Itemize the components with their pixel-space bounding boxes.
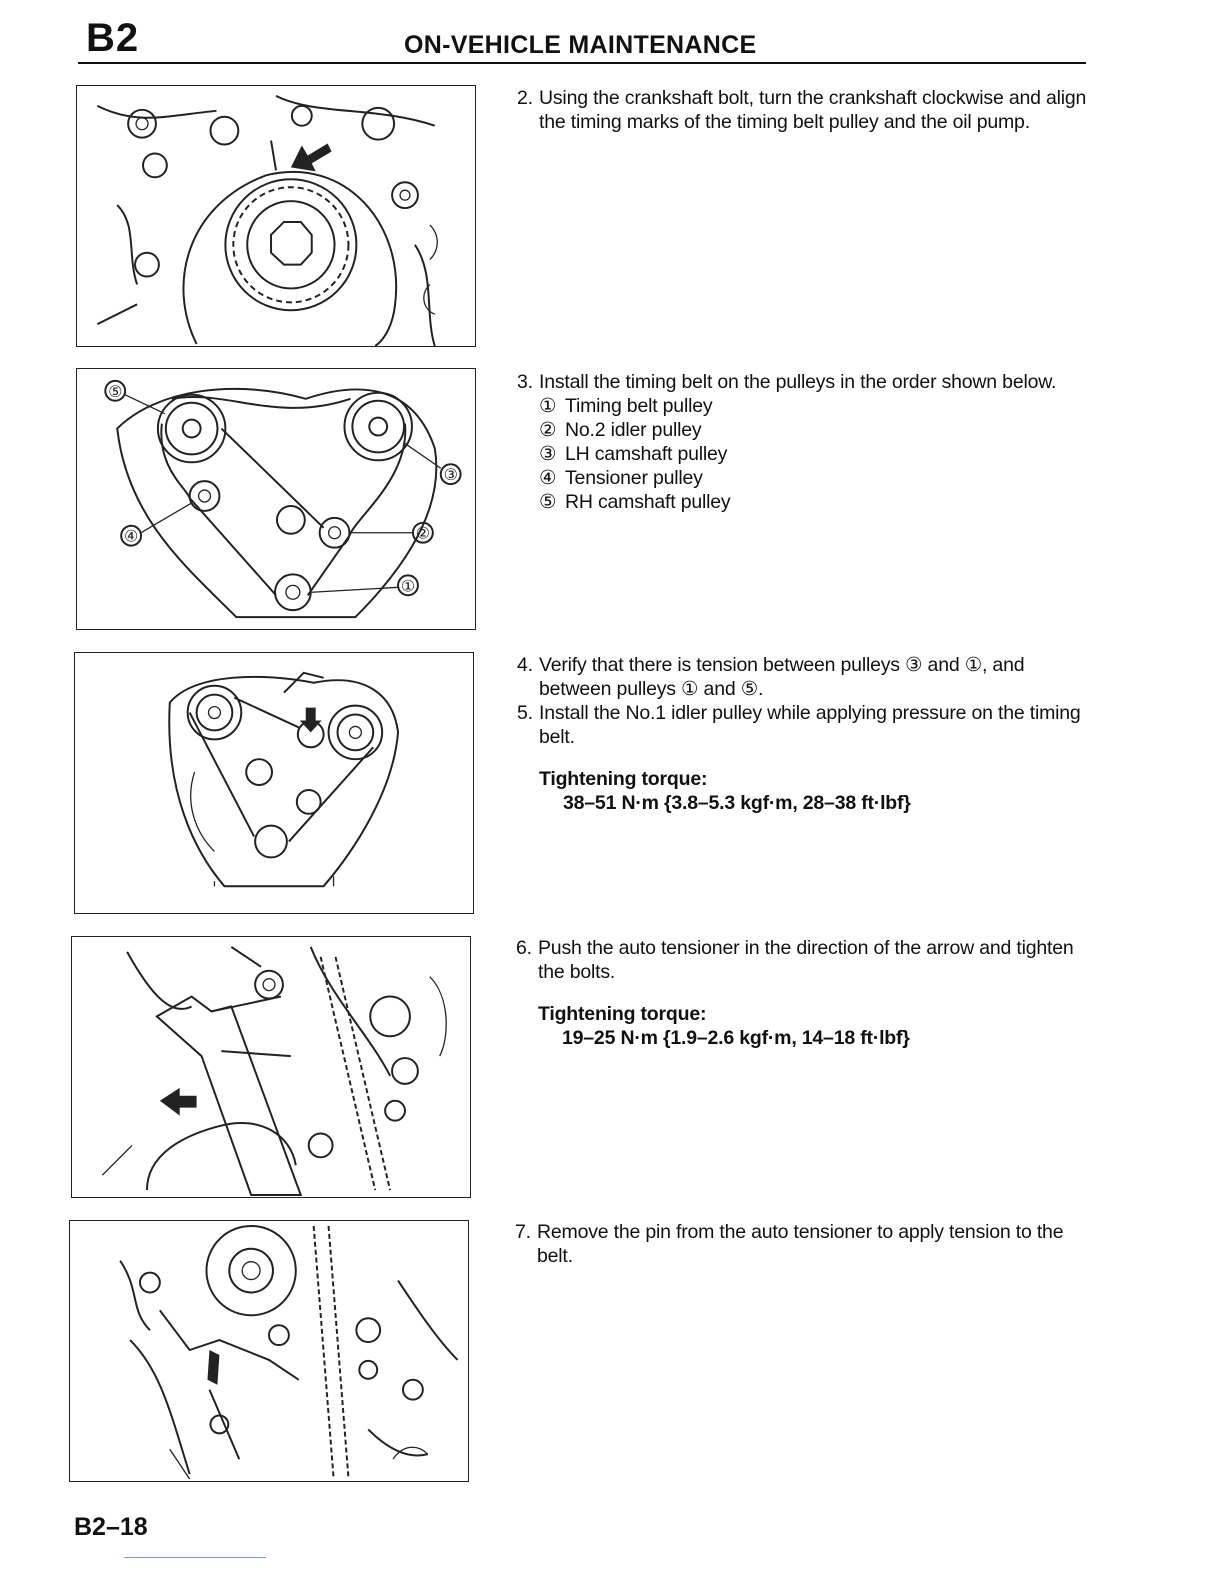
step-4 xyxy=(517,653,1089,701)
figure-belt-routing xyxy=(76,368,476,630)
callout-3: ③ xyxy=(443,465,458,485)
step-text: Install the timing belt on the pulleys in the order shown below. xyxy=(539,371,1057,393)
list-item xyxy=(517,394,1089,418)
item-label: No.2 idler pulley xyxy=(565,419,702,441)
header-rule xyxy=(78,62,1086,64)
item-marker: ② xyxy=(539,419,557,441)
step-number: 4. xyxy=(517,654,533,676)
callout-4: ④ xyxy=(124,526,139,546)
item-marker: ③ xyxy=(539,443,557,465)
step-number: 7. xyxy=(515,1221,531,1243)
item-label: Tensioner pulley xyxy=(565,467,703,489)
callout-5: ⑤ xyxy=(108,381,123,401)
page-title: ON-VEHICLE MAINTENANCE xyxy=(404,31,757,59)
crankshaft-illustration xyxy=(77,86,475,346)
torque-spec xyxy=(516,1002,1088,1050)
item-label: RH camshaft pulley xyxy=(565,491,731,513)
belt-routing-illustration xyxy=(77,369,475,629)
figure-crankshaft-timing-marks xyxy=(76,85,476,347)
auto-tensioner-illustration xyxy=(72,937,470,1197)
step-text: Install the No.1 idler pulley while applying pressure on the timing belt. xyxy=(539,702,1081,748)
item-label: Timing belt pulley xyxy=(565,395,713,417)
step-text: Using the crankshaft bolt, turn the crankshaft clockwise and align the timing marks of the timing belt pulley and the oil pump. xyxy=(539,87,1087,133)
idler-pulley-illustration xyxy=(75,653,473,913)
step-number: 6. xyxy=(516,937,532,959)
figure-idler-pulley-install xyxy=(74,652,474,914)
step-5 xyxy=(517,701,1089,749)
torque-label: Tightening torque: xyxy=(539,768,708,790)
torque-value: 19–25 N·m {1.9–2.6 kgf·m, 14–18 ft·lbf} xyxy=(562,1027,910,1049)
footer-line xyxy=(124,1557,266,1558)
list-item xyxy=(517,466,1089,490)
step-7 xyxy=(515,1220,1087,1268)
step-number: 2. xyxy=(517,87,533,109)
callout-2: ② xyxy=(415,523,431,543)
item-marker: ⑤ xyxy=(539,491,557,513)
list-item xyxy=(517,442,1089,466)
step-6 xyxy=(516,936,1088,1050)
step-3 xyxy=(517,370,1089,514)
remove-pin-illustration xyxy=(70,1221,468,1481)
step-number: 5. xyxy=(517,702,533,724)
page-number: B2–18 xyxy=(74,1513,148,1541)
section-code: B2 xyxy=(86,16,140,60)
figure-remove-pin xyxy=(69,1220,469,1482)
step-text: Remove the pin from the auto tensioner to apply tension to the belt. xyxy=(537,1221,1064,1267)
torque-label: Tightening torque: xyxy=(538,1003,707,1025)
step-text: Verify that there is tension between pulleys ③ and ①, and between pulleys ① and ⑤. xyxy=(539,654,1025,700)
item-marker: ① xyxy=(539,395,557,417)
step-text: Push the auto tensioner in the direction of the arrow and tighten the bolts. xyxy=(538,937,1074,983)
step-2 xyxy=(517,86,1089,134)
torque-value: 38–51 N·m {3.8–5.3 kgf·m, 28–38 ft·lbf} xyxy=(563,792,911,814)
item-label: LH camshaft pulley xyxy=(565,443,728,465)
list-item xyxy=(517,490,1089,514)
step-number: 3. xyxy=(517,371,533,393)
figure-auto-tensioner-push xyxy=(71,936,471,1198)
item-marker: ④ xyxy=(539,467,557,489)
torque-spec xyxy=(517,767,1089,815)
list-item xyxy=(517,418,1089,442)
callout-1: ① xyxy=(401,576,416,596)
step-4-5 xyxy=(517,653,1089,815)
